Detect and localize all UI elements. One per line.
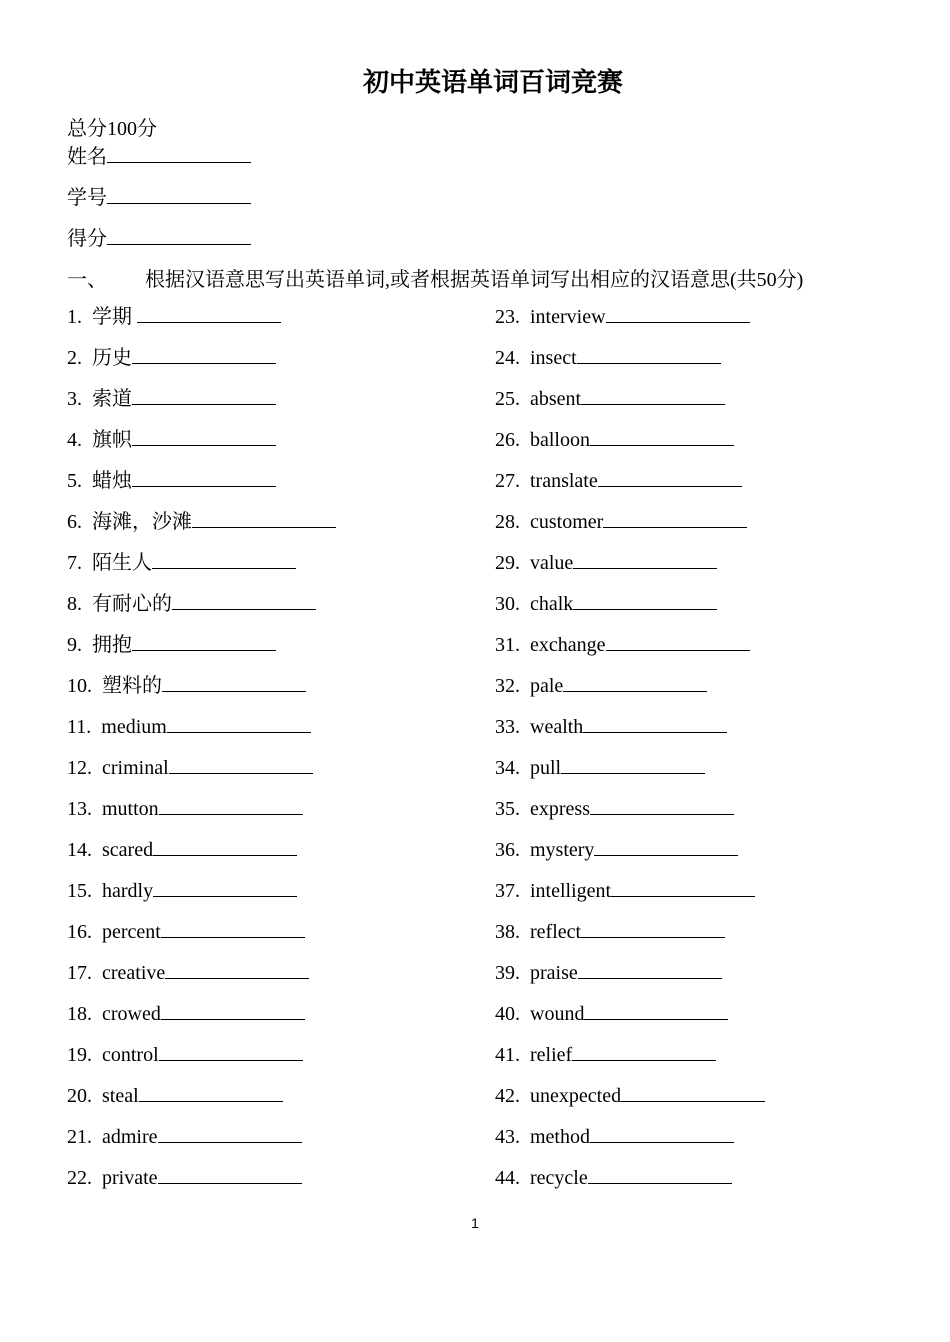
question-number: 10.	[67, 675, 92, 697]
answer-blank[interactable]	[132, 347, 276, 364]
answer-blank[interactable]	[167, 716, 311, 733]
answer-blank[interactable]	[598, 470, 742, 487]
answer-blank[interactable]	[158, 1126, 302, 1143]
question-item	[67, 1042, 336, 1083]
question-item	[67, 386, 336, 427]
question-item	[67, 796, 336, 837]
question-number: 19.	[67, 1044, 92, 1066]
question-item	[67, 960, 336, 1001]
question-word: 塑料的	[102, 675, 162, 697]
question-item	[67, 878, 336, 919]
answer-blank[interactable]	[159, 798, 303, 815]
answer-blank[interactable]	[594, 839, 738, 856]
question-number: 5.	[67, 470, 82, 492]
question-word: 学期	[92, 306, 137, 328]
question-item	[67, 427, 336, 468]
page-title: 初中英语单词百词竞赛	[362, 68, 623, 97]
question-word: wound	[530, 1003, 585, 1025]
question-word: admire	[102, 1126, 158, 1148]
student-id-blank[interactable]	[107, 187, 251, 204]
answer-blank[interactable]	[572, 1044, 716, 1061]
name-label: 姓名	[67, 146, 107, 168]
answer-blank[interactable]	[621, 1085, 765, 1102]
answer-blank[interactable]	[192, 511, 336, 528]
answer-blank[interactable]	[606, 306, 750, 323]
question-item	[495, 878, 765, 919]
question-word: translate	[530, 470, 598, 492]
question-item	[67, 1001, 336, 1042]
question-number: 33.	[495, 716, 520, 738]
question-item	[67, 345, 336, 386]
question-item	[495, 550, 765, 591]
question-item	[67, 591, 336, 632]
question-word: chalk	[530, 593, 574, 615]
question-word: customer	[530, 511, 604, 533]
question-word: mutton	[102, 798, 159, 820]
question-word: steal	[102, 1085, 139, 1107]
name-field	[67, 140, 251, 169]
question-item	[67, 1124, 336, 1165]
question-item	[495, 591, 765, 632]
answer-blank[interactable]	[158, 1167, 302, 1184]
question-word: insect	[530, 347, 577, 369]
total-score-text: 总分100分	[67, 118, 157, 140]
question-number: 40.	[495, 1003, 520, 1025]
question-number: 34.	[495, 757, 520, 779]
answer-blank[interactable]	[583, 716, 727, 733]
answer-blank[interactable]	[159, 1044, 303, 1061]
answer-blank[interactable]	[590, 1126, 734, 1143]
left-question-column	[67, 304, 336, 1206]
answer-blank[interactable]	[161, 1003, 305, 1020]
question-number: 8.	[67, 593, 82, 615]
question-word: percent	[102, 921, 161, 943]
question-word: 旗帜	[92, 429, 132, 451]
answer-blank[interactable]	[162, 675, 306, 692]
question-item	[67, 673, 336, 714]
question-number: 44.	[495, 1167, 520, 1189]
question-word: 拥抱	[92, 634, 132, 656]
answer-blank[interactable]	[611, 880, 755, 897]
question-item	[67, 304, 336, 345]
answer-blank[interactable]	[581, 388, 725, 405]
question-word: scared	[102, 839, 154, 861]
answer-blank[interactable]	[577, 347, 721, 364]
answer-blank[interactable]	[590, 798, 734, 815]
question-word: pale	[530, 675, 564, 697]
question-item	[495, 755, 765, 796]
answer-blank[interactable]	[563, 675, 707, 692]
answer-blank[interactable]	[578, 962, 722, 979]
question-number: 25.	[495, 388, 520, 410]
question-word: praise	[530, 962, 578, 984]
question-number: 28.	[495, 511, 520, 533]
question-number: 35.	[495, 798, 520, 820]
student-id-label: 学号	[67, 187, 107, 209]
question-word: criminal	[102, 757, 169, 779]
right-question-column	[495, 304, 765, 1206]
question-number: 1.	[67, 306, 82, 328]
question-item	[495, 304, 765, 345]
answer-blank[interactable]	[139, 1085, 283, 1102]
answer-blank[interactable]	[573, 593, 717, 610]
question-item	[67, 550, 336, 591]
question-word: exchange	[530, 634, 606, 656]
question-number: 20.	[67, 1085, 92, 1107]
answer-blank[interactable]	[132, 470, 276, 487]
question-word: 索道	[92, 388, 132, 410]
student-id-field	[67, 181, 251, 210]
section-heading	[67, 263, 803, 292]
question-number: 36.	[495, 839, 520, 861]
question-word: 蜡烛	[92, 470, 132, 492]
question-number: 22.	[67, 1167, 92, 1189]
question-number: 32.	[495, 675, 520, 697]
question-number: 16.	[67, 921, 92, 943]
question-item	[67, 1083, 336, 1124]
question-item	[495, 386, 765, 427]
question-item	[495, 1083, 765, 1124]
answer-blank[interactable]	[169, 757, 313, 774]
question-number: 24.	[495, 347, 520, 369]
question-number: 13.	[67, 798, 92, 820]
question-word: recycle	[530, 1167, 588, 1189]
question-word: absent	[530, 388, 582, 410]
question-number: 2.	[67, 347, 82, 369]
question-word: mystery	[530, 839, 595, 861]
question-number: 12.	[67, 757, 92, 779]
answer-blank[interactable]	[581, 921, 725, 938]
question-number: 39.	[495, 962, 520, 984]
answer-blank[interactable]	[590, 429, 734, 446]
question-number: 41.	[495, 1044, 520, 1066]
question-word: balloon	[530, 429, 590, 451]
answer-blank[interactable]	[153, 839, 297, 856]
question-item	[495, 1165, 765, 1206]
question-item	[67, 714, 336, 755]
answer-blank[interactable]	[172, 593, 316, 610]
score-field	[67, 222, 251, 251]
page-number: 1	[471, 1215, 479, 1231]
question-item	[495, 1042, 765, 1083]
question-item	[495, 1001, 765, 1042]
question-word: express	[530, 798, 590, 820]
question-item	[67, 468, 336, 509]
question-word: 陌生人	[92, 552, 152, 574]
question-word: private	[102, 1167, 158, 1189]
question-number: 9.	[67, 634, 82, 656]
question-item	[495, 714, 765, 755]
question-number: 31.	[495, 634, 520, 656]
answer-blank[interactable]	[137, 306, 281, 323]
question-word: method	[530, 1126, 590, 1148]
answer-blank[interactable]	[603, 511, 747, 528]
question-item	[495, 796, 765, 837]
question-word: control	[102, 1044, 159, 1066]
question-item	[495, 345, 765, 386]
question-word: hardly	[102, 880, 154, 902]
question-item	[67, 837, 336, 878]
question-number: 23.	[495, 306, 520, 328]
question-word: relief	[530, 1044, 573, 1066]
question-number: 26.	[495, 429, 520, 451]
question-number: 14.	[67, 839, 92, 861]
question-item	[67, 755, 336, 796]
question-item	[495, 509, 765, 550]
question-number: 37.	[495, 880, 520, 902]
question-number: 4.	[67, 429, 82, 451]
question-item	[495, 427, 765, 468]
question-number: 38.	[495, 921, 520, 943]
question-word: interview	[530, 306, 606, 328]
answer-blank[interactable]	[152, 552, 296, 569]
question-word: creative	[102, 962, 166, 984]
question-word: 海滩，沙滩	[92, 511, 192, 533]
section-instruction: 根据汉语意思写出英语单词,或者根据英语单词写出相应的汉语意思(共50分)	[145, 269, 804, 291]
answer-blank[interactable]	[584, 1003, 728, 1020]
question-word: 有耐心的	[92, 593, 172, 615]
question-word: unexpected	[530, 1085, 622, 1107]
question-item	[495, 837, 765, 878]
answer-blank[interactable]	[588, 1167, 732, 1184]
question-number: 15.	[67, 880, 92, 902]
question-number: 17.	[67, 962, 92, 984]
score-blank[interactable]	[107, 228, 251, 245]
question-word: wealth	[530, 716, 584, 738]
question-number: 6.	[67, 511, 82, 533]
question-number: 21.	[67, 1126, 92, 1148]
answer-blank[interactable]	[161, 921, 305, 938]
answer-blank[interactable]	[606, 634, 750, 651]
question-word: intelligent	[530, 880, 612, 902]
question-item	[495, 468, 765, 509]
answer-blank[interactable]	[153, 880, 297, 897]
question-number: 7.	[67, 552, 82, 574]
question-number: 27.	[495, 470, 520, 492]
question-word: reflect	[530, 921, 582, 943]
answer-blank[interactable]	[132, 388, 276, 405]
question-item	[495, 1124, 765, 1165]
answer-blank[interactable]	[165, 962, 309, 979]
question-number: 30.	[495, 593, 520, 615]
question-item	[67, 919, 336, 960]
question-number: 42.	[495, 1085, 520, 1107]
score-label: 得分	[67, 228, 107, 250]
question-item	[495, 919, 765, 960]
answer-blank[interactable]	[132, 429, 276, 446]
question-word: value	[530, 552, 574, 574]
question-number: 43.	[495, 1126, 520, 1148]
question-word: crowed	[102, 1003, 161, 1025]
question-number: 3.	[67, 388, 82, 410]
question-number: 18.	[67, 1003, 92, 1025]
question-word: 历史	[92, 347, 132, 369]
question-word: medium	[101, 716, 167, 738]
question-word: pull	[530, 757, 562, 779]
question-item	[495, 673, 765, 714]
question-item	[495, 632, 765, 673]
question-number: 11.	[67, 716, 92, 738]
answer-blank[interactable]	[573, 552, 717, 569]
question-number: 29.	[495, 552, 520, 574]
section-number: 一、	[67, 269, 107, 291]
answer-blank[interactable]	[561, 757, 705, 774]
answer-blank[interactable]	[132, 634, 276, 651]
question-item	[67, 632, 336, 673]
name-blank[interactable]	[107, 146, 251, 163]
question-item	[67, 509, 336, 550]
question-item	[495, 960, 765, 1001]
question-item	[67, 1165, 336, 1206]
